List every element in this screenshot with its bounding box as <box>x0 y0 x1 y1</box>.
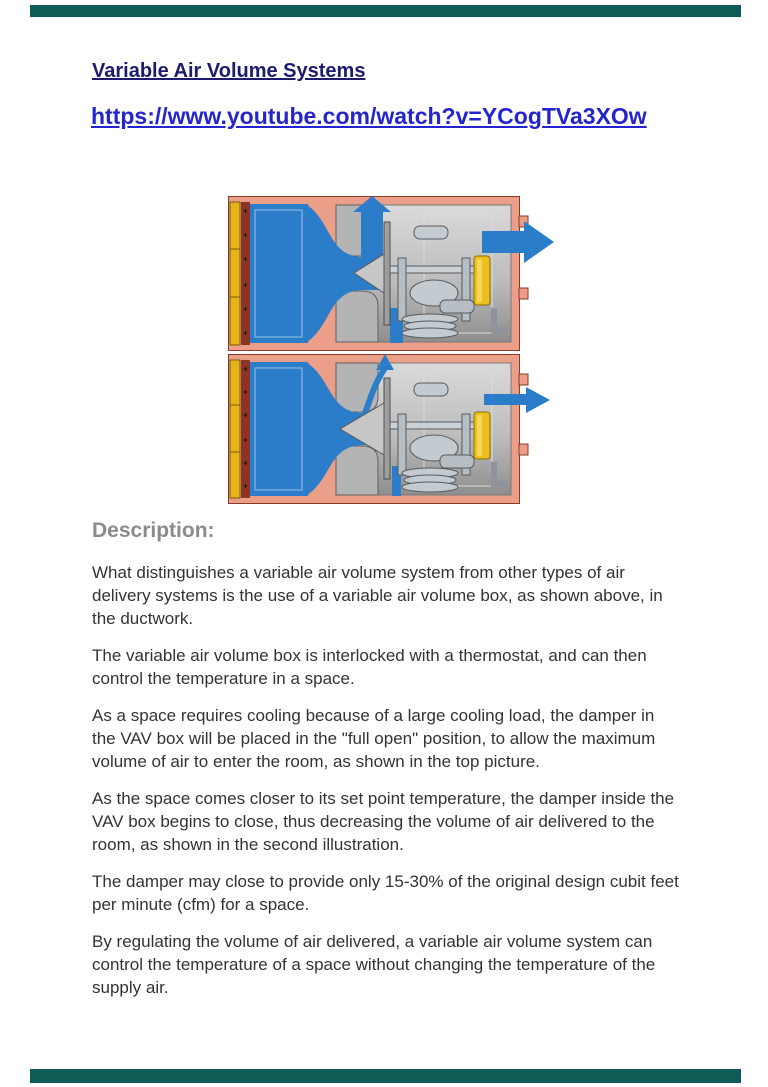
paragraph: The damper may close to provide only 15-30% of the original design cubit feet per minute (cfm) for a space. <box>92 872 679 914</box>
bottom-rule-bar <box>30 1069 741 1083</box>
paragraph: What distinguishes a variable air volume system from other types of air delivery systems is the use of a variable air volume box, as shown above, in the ductwork. <box>92 563 663 628</box>
damper-plate <box>384 222 390 325</box>
supply-air-inlet <box>250 204 308 343</box>
venturi-block-bottom <box>336 446 378 495</box>
paragraph: As a space requires cooling because of a large cooling load, the damper in the VAV box will be placed in the "full open" position, to allow the maximum volume of air to enter the room, as shown in the top picture. <box>92 706 656 771</box>
vav-diagram-full-open <box>228 196 560 351</box>
damper-plate <box>384 378 390 479</box>
page-title: Variable Air Volume Systems <box>92 60 366 82</box>
damper-strip-yellow <box>230 202 240 345</box>
inlet-strip-red <box>241 360 250 498</box>
paragraph: By regulating the volume of air delivered, a variable air volume system can control the temperature of a space without changing the temperature of the supply air. <box>92 932 656 997</box>
top-rule-bar <box>30 5 741 17</box>
discharge-arrow <box>524 221 554 263</box>
damper-strip-yellow <box>230 360 240 498</box>
inlet-strip-red <box>241 202 250 345</box>
discharge-flow <box>482 231 524 253</box>
vav-diagram-figure <box>228 196 568 504</box>
description-section <box>92 519 682 1013</box>
discharge-arrow <box>526 387 550 413</box>
venturi-block-bottom <box>336 291 378 342</box>
supply-air-inlet <box>250 362 308 496</box>
discharge-flow <box>484 394 526 405</box>
description-heading: Description: <box>92 519 215 542</box>
bypass-riser <box>361 208 383 260</box>
paragraph: The variable air volume box is interlocked with a thermostat, and can then control the temperature in a space. <box>92 646 647 688</box>
vav-diagram-throttled <box>228 354 560 504</box>
paragraph: As the space comes closer to its set point temperature, the damper inside the VAV box begins to close, thus decreasing the volume of air delivered to the room, as shown in the second illustration. <box>92 789 675 854</box>
youtube-link[interactable]: https://www.youtube.com/watch?v=YCogTVa3XOw <box>91 103 647 129</box>
